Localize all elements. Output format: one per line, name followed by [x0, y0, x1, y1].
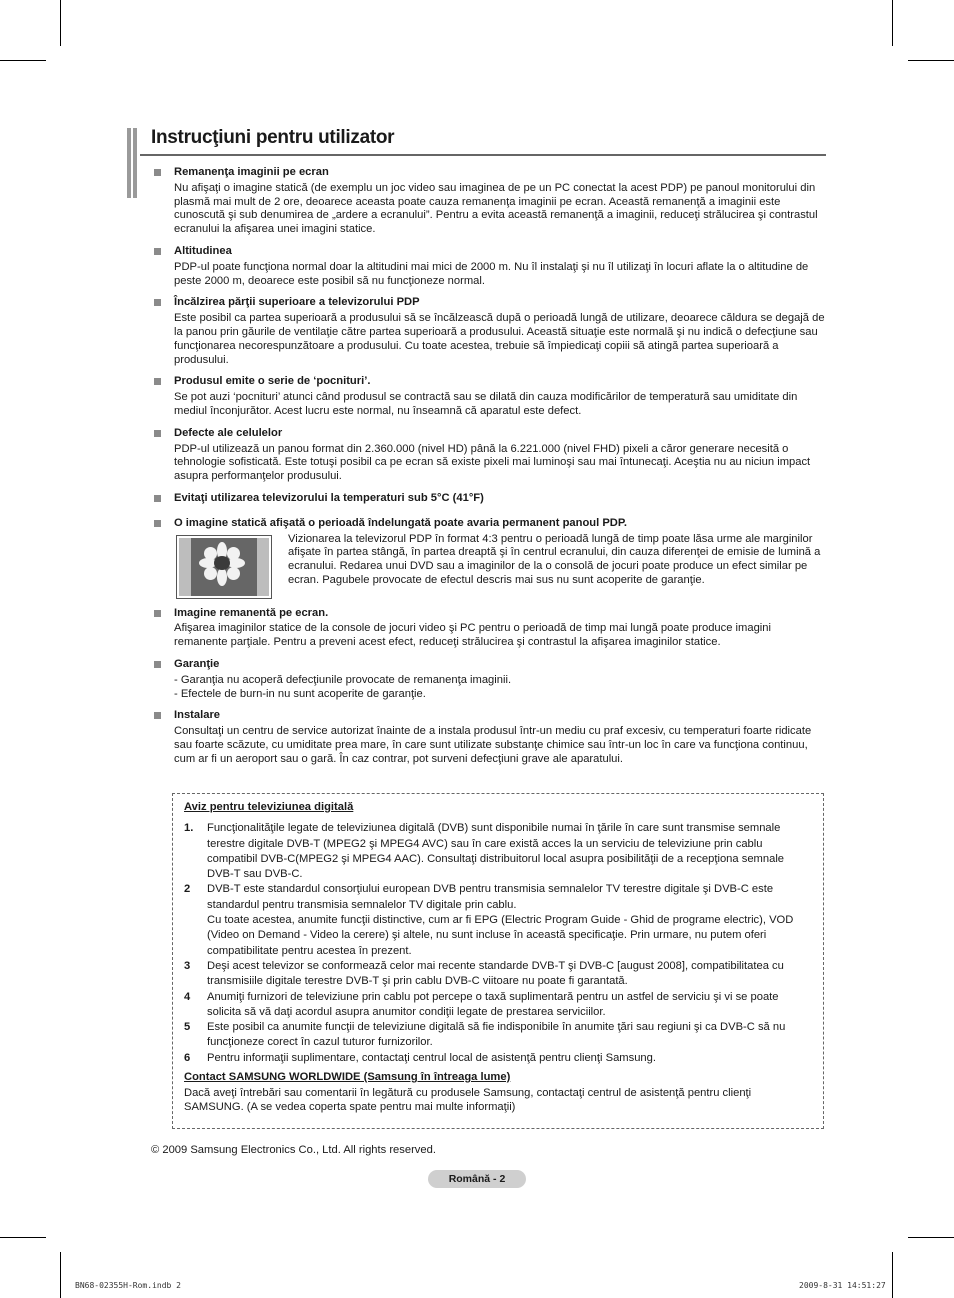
- crop-mark: [908, 60, 954, 61]
- crop-mark: [892, 1252, 893, 1298]
- numbered-item: [184, 882, 812, 958]
- image-row: [174, 533, 826, 599]
- copyright: © 2009 Samsung Electronics Co., Ltd. All rights reserved.: [151, 1144, 436, 1156]
- page-number-badge: Română - 2: [428, 1170, 526, 1188]
- footer-timestamp: 2009-8-31 14:51:27: [799, 1281, 886, 1290]
- item-number: 4: [184, 990, 191, 1003]
- list-item: [152, 245, 826, 288]
- title-accent-bar: [133, 128, 137, 198]
- item-text: Anumiţi furnizori de televiziune prin cablu pot percepe o taxă suplimentară pentru un astfel de serviciu şi vi se poate solicita să vă daţi acordul asupra anumitor condiţii legate de prestarea serviciilor.: [207, 990, 779, 1018]
- numbered-item: [184, 990, 812, 1021]
- list-item: [152, 492, 826, 506]
- item-title: Încălzirea părţii superioare a televizorului PDP: [174, 296, 420, 309]
- crop-mark: [60, 0, 61, 46]
- list-item: [152, 427, 826, 484]
- list-item: [152, 375, 826, 418]
- item-body: Vizionarea la televizorul PDP în format 4:3 pentru o perioadă lungă de timp poate lăsa urme ale marginilor afişate în partea stângă, în partea dreaptă şi în centrul ecranului, din cauza diferenţei de emisie de lumină a ecranului. Redarea unui DVD sau a imaginilor de la o consolă de jocuri poate produce un efect similar pe ecran. Pagubele provocate de efectul descris mai sus nu sunt acoperite de garanţie.: [288, 532, 821, 586]
- item-title: Imagine remanentă pe ecran.: [174, 606, 329, 619]
- page-title: Instrucţiuni pentru utilizator: [151, 127, 395, 148]
- square-bullet-icon: [154, 169, 161, 176]
- flower-screen-image: [176, 535, 272, 599]
- crop-mark: [0, 60, 46, 61]
- crop-mark: [908, 1237, 954, 1238]
- item-number: 1.: [184, 822, 194, 835]
- item-title: Altitudinea: [174, 244, 232, 257]
- numbered-item: [184, 1020, 812, 1051]
- digital-tv-notice-box: [172, 793, 824, 1129]
- item-title: Defecte ale celulelor: [174, 426, 283, 439]
- square-bullet-icon: [154, 661, 161, 668]
- square-bullet-icon: [154, 495, 161, 502]
- list-item: [152, 607, 826, 650]
- item-text: Pentru informaţii suplimentare, contactaţi centrul local de asistenţă pentru clienţi Samsung.: [207, 1051, 656, 1064]
- item-title: Produsul emite o serie de ‘pocnituri’.: [174, 375, 371, 388]
- content: [152, 166, 826, 775]
- item-body: Se pot auzi ‘pocnituri’ atunci când produsul se contractă sau se dilată din cauza modificărilor de temperatură sau umiditate din mediul înconjurător. Acest lucru este normal, nu înseamnă că aparatul este defect.: [174, 391, 798, 417]
- notice-heading: Aviz pentru televiziunea digitală: [184, 801, 354, 813]
- crop-mark: [0, 1237, 46, 1238]
- item-title: Instalare: [174, 709, 221, 722]
- list-item: [152, 166, 826, 237]
- item-number: 2: [184, 883, 191, 896]
- item-text: Cu toate acestea, anumite funcţii distinctive, cum ar fi EPG (Electric Program Guide - Ghid de programe electric), VOD (Video on Demand - Video la cerere) şi altele, nu sunt incluse în această specificaţie. Prin urmare, nu putem oferi compatibilitate pentru acestea în prezent.: [207, 914, 794, 957]
- item-body: Afişarea imaginilor statice de la console de jocuri video şi PC pentru o perioadă de timp mai lungă poate produce imagini remanente parţiale. Pentru a preveni acest efect, reduceţi strălucirea şi contrastul la afişarea imaginilor statice.: [174, 622, 772, 649]
- square-bullet-icon: [154, 520, 161, 527]
- item-title: Garanţie: [174, 657, 220, 670]
- numbered-item: [184, 1051, 812, 1066]
- contact-heading: Contact SAMSUNG WORLDWIDE (Samsung în întreaga lume): [184, 1071, 511, 1084]
- title-accent-bar: [127, 128, 131, 198]
- item-text: DVB-T este standardul consorţiului european DVB pentru transmisia semnalelor TV terestre digitale şi DVB-C este standardul pentru transmisia semnalelor TV digitale prin cablu.: [207, 883, 774, 911]
- item-text: Este posibil ca anumite funcţii de televiziune digitală să fie indisponibile în anumite ţări sau regiuni şi ca DVB-C să nu funcţioneze corect în cazul tuturor furnizorilor.: [207, 1021, 786, 1049]
- square-bullet-icon: [154, 430, 161, 437]
- item-text: Funcţionalităţile legate de televiziunea digitală (DVB) sunt disponibile numai în ţările în care sunt transmise semnale terestre digitale DVB-T (MPEG2 şi MPEG4 AVC) sau în care există acces la un serviciu de televiziune prin cablu compatibil DVB-C(MPEG2 şi MPEG4 AAC). Consultaţi distribuitorul local asupra posibilităţii de a recepţiona semnale DVB-T sau DVB-C.: [207, 822, 785, 881]
- footer-filename: BN68-02355H-Rom.indb 2: [75, 1281, 181, 1290]
- item-title: O imagine statică afişată o perioadă îndelungată poate avaria permanent panoul PDP.: [174, 516, 628, 529]
- item-title: Remanenţa imaginii pe ecran: [174, 166, 329, 178]
- item-number: 6: [184, 1051, 191, 1064]
- numbered-item: [184, 821, 812, 882]
- square-bullet-icon: [154, 712, 161, 719]
- square-bullet-icon: [154, 299, 161, 306]
- item-number: 3: [184, 959, 191, 972]
- item-body: - Efectele de burn-in nu sunt acoperite de garanţie.: [174, 687, 426, 700]
- item-body: Este posibil ca partea superioară a produsului să se încălzească după o perioadă lungă de utilizare, deoarece căldura se degajă de la panou prin găurile de ventilaţie către partea superioară a produsului. Această situaţie este normală şi nu indică o defecţiune sau funcţionarea necorespunzătoare a produsului. Cu toate acestea, trebuie să împiedicaţi copiii să atingă partea superioară a produsului.: [174, 312, 825, 366]
- title-rule: [140, 154, 826, 156]
- numbered-item: [184, 959, 812, 990]
- item-title: Evitaţi utilizarea televizorului la temperaturi sub 5°C (41°F): [174, 491, 484, 504]
- item-body: Nu afişaţi o imagine statică (de exemplu un joc video sau imaginea de pe un PC conectat la acest PDP) pe panoul monitorului din plasmă mai mult de 2 ore, deoarece aceasta poate cauza remanenţa imaginii pe ecran. Această remanenţă a imaginii este cunoscută şi sub denumirea de „ardere a ecranului”. Pentru a evita această remanenţă a imaginii, reduceţi strălucirea şi contrastul ecranului la afişarea unei imagini statice.: [174, 181, 818, 236]
- list-item: [152, 296, 826, 367]
- item-body: - Garanţia nu acoperă defecţiunile provocate de remanenţa imaginii.: [174, 673, 512, 686]
- list-item: [152, 517, 826, 599]
- list-item: [152, 709, 826, 766]
- square-bullet-icon: [154, 610, 161, 617]
- item-body: PDP-ul utilizează un panou format din 2.360.000 (nivel HD) până la 6.221.000 (nivel FHD) pixeli a căror generare necesită o tehnologie sofisticată. Este totuşi posibil ca pe ecran să existe pixeli mai luminoşi sau mai întunecaţi. Aceştia nu au niciun impact asupra performanţelor produsului.: [174, 442, 811, 483]
- contact-body: Dacă aveţi întrebări sau comentarii în legătură cu produsele Samsung, contactaţi centrul de asistenţă pentru clienţi SAMSUNG. (A se vedea coperta spate pentru mai multe informaţii): [184, 1087, 752, 1114]
- crop-mark: [892, 0, 893, 46]
- square-bullet-icon: [154, 248, 161, 255]
- square-bullet-icon: [154, 378, 161, 385]
- item-body: PDP-ul poate funcţiona normal doar la altitudini mai mici de 2000 m. Nu îl instalaţi şi nu îl utilizaţi în locuri aflate la o altitudine de peste 2000 m, deoarece este posibil să nu funcţioneze normal.: [174, 260, 809, 287]
- item-body: Consultaţi un centru de service autorizat înainte de a instala produsul într-un mediu cu praf excesiv, cu temperaturi foarte ridicate sau foarte scăzute, cu umiditate prea mare, în care sunt utilizate substanţe chimice sau într-un loc în care va funcţiona continuu, cum ar fi un aeroport sau o gară. În caz contrar, pot surveni defecţiuni grave ale aparatului.: [174, 725, 812, 765]
- crop-mark: [60, 1252, 61, 1298]
- item-text: Deşi acest televizor se conformează celor mai recente standarde DVB-T şi DVB-C [august 2008], compatibilitatea cu transmisiile digitale terestre DVB-T şi prin cablu DVB-C viitoare nu poate fi garantată.: [207, 959, 784, 988]
- list-item: [152, 658, 826, 701]
- item-number: 5: [184, 1021, 191, 1034]
